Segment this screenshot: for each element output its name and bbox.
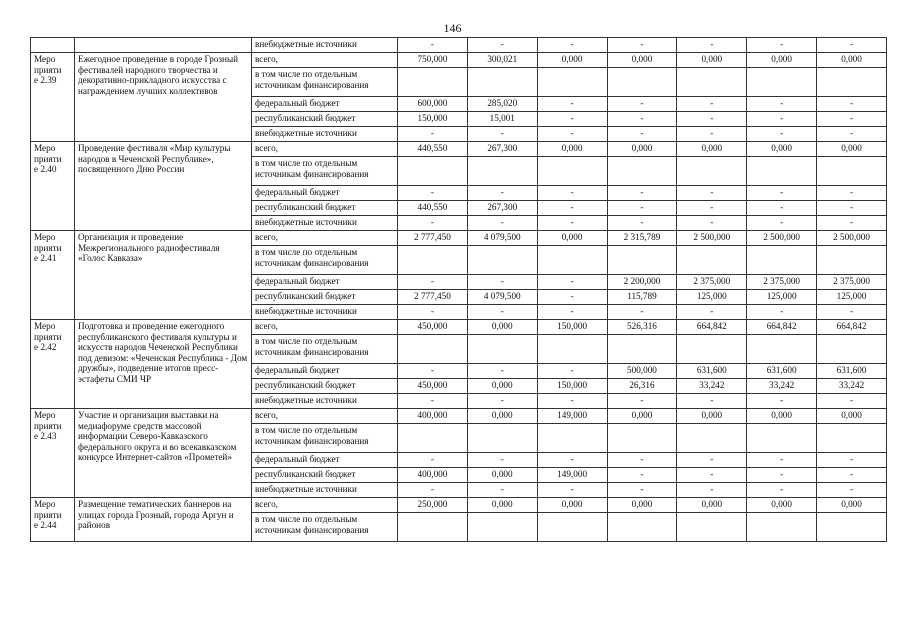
value-cell: - (747, 453, 817, 468)
value-cell: 149,000 (537, 468, 607, 483)
value-cell: - (398, 216, 468, 231)
funding-source: в том числе по отдельным источникам финансирования (252, 513, 398, 542)
measure-id (31, 142, 75, 231)
measure-id-line: е 2.41 (34, 253, 57, 264)
measure-id (31, 498, 75, 542)
measure-id-line: Меро (34, 321, 56, 331)
value-cell (677, 335, 747, 364)
value-cell: - (817, 127, 887, 142)
measure-id-line: прияти (34, 509, 62, 520)
value-cell (398, 513, 468, 542)
value-cell: - (398, 453, 468, 468)
value-cell: 0,000 (467, 409, 537, 424)
value-cell: 450,000 (398, 379, 468, 394)
value-cell (467, 424, 537, 453)
value-cell: - (747, 97, 817, 112)
value-cell: - (607, 453, 677, 468)
value-cell: - (537, 38, 607, 53)
value-cell: - (747, 186, 817, 201)
value-cell: - (677, 186, 747, 201)
value-cell (537, 246, 607, 275)
table-row-top (31, 38, 887, 53)
funding-source: всего, (252, 409, 398, 424)
value-cell (607, 424, 677, 453)
value-cell (607, 157, 677, 186)
value-cell: - (467, 38, 537, 53)
value-cell (537, 513, 607, 542)
value-cell (537, 335, 607, 364)
value-cell: 300,021 (467, 53, 537, 68)
value-cell (677, 68, 747, 97)
value-cell: - (537, 186, 607, 201)
measure-name: Ежегодное проведение в городе Грозный фестивалей народного творчества и декоративно-прикладного искусства с награждением лучших коллективов (75, 53, 252, 142)
value-cell: 2 375,000 (747, 275, 817, 290)
value-cell: 0,000 (537, 53, 607, 68)
value-cell: 125,000 (817, 290, 887, 305)
value-cell: 0,000 (817, 142, 887, 157)
table-row (31, 142, 887, 157)
value-cell: - (747, 112, 817, 127)
value-cell: 267,300 (467, 201, 537, 216)
funding-source: всего, (252, 498, 398, 513)
value-cell: 0,000 (467, 379, 537, 394)
value-cell: 440,550 (398, 142, 468, 157)
value-cell: - (677, 394, 747, 409)
value-cell (817, 513, 887, 542)
value-cell (398, 68, 468, 97)
value-cell: 2 500,000 (677, 231, 747, 246)
value-cell: - (817, 216, 887, 231)
value-cell: - (607, 186, 677, 201)
funding-table-body (31, 38, 887, 542)
measure-id-line: прияти (34, 153, 62, 164)
value-cell (677, 513, 747, 542)
value-cell: - (607, 38, 677, 53)
value-cell: 2 315,789 (607, 231, 677, 246)
value-cell: - (817, 394, 887, 409)
value-cell (817, 424, 887, 453)
value-cell (467, 157, 537, 186)
value-cell: - (607, 97, 677, 112)
value-cell (817, 157, 887, 186)
value-cell: 0,000 (747, 53, 817, 68)
value-cell: 33,242 (817, 379, 887, 394)
value-cell: 4 079,500 (467, 290, 537, 305)
value-cell: - (537, 290, 607, 305)
id-cell (31, 38, 75, 53)
value-cell: - (677, 127, 747, 142)
funding-source: всего, (252, 142, 398, 157)
value-cell: - (747, 305, 817, 320)
value-cell: - (817, 468, 887, 483)
value-cell: - (398, 364, 468, 379)
value-cell: 600,000 (398, 97, 468, 112)
value-cell: - (607, 216, 677, 231)
value-cell: - (747, 483, 817, 498)
value-cell: - (677, 305, 747, 320)
measure-id-line: прияти (34, 331, 62, 342)
value-cell: - (467, 364, 537, 379)
value-cell (398, 335, 468, 364)
value-cell (537, 424, 607, 453)
funding-source: в том числе по отдельным источникам финансирования (252, 335, 398, 364)
value-cell (467, 513, 537, 542)
value-cell: - (817, 186, 887, 201)
value-cell: 2 375,000 (817, 275, 887, 290)
measure-id-line: Меро (34, 232, 56, 242)
value-cell: 33,242 (747, 379, 817, 394)
value-cell (677, 246, 747, 275)
value-cell (817, 335, 887, 364)
value-cell: 4 079,500 (467, 231, 537, 246)
value-cell: 0,000 (537, 231, 607, 246)
value-cell: 26,316 (607, 379, 677, 394)
value-cell: 125,000 (677, 290, 747, 305)
value-cell: - (537, 364, 607, 379)
name-cell (75, 38, 252, 53)
value-cell (537, 157, 607, 186)
value-cell: - (398, 38, 468, 53)
value-cell: - (607, 305, 677, 320)
value-cell: - (537, 127, 607, 142)
value-cell: 0,000 (677, 142, 747, 157)
value-cell: 664,842 (817, 320, 887, 335)
value-cell: - (747, 394, 817, 409)
value-cell: 750,000 (398, 53, 468, 68)
funding-source: всего, (252, 320, 398, 335)
measure-name: Размещение тематических баннеров на улицах города Грозный, города Аргун и районов (75, 498, 252, 542)
value-cell: - (677, 38, 747, 53)
measure-id-line: Меро (34, 410, 56, 420)
value-cell: - (398, 275, 468, 290)
value-cell (398, 157, 468, 186)
value-cell: 2 777,450 (398, 290, 468, 305)
value-cell (467, 335, 537, 364)
measure-id-line: е 2.44 (34, 520, 57, 531)
value-cell (607, 513, 677, 542)
value-cell: - (747, 468, 817, 483)
value-cell: 400,000 (398, 409, 468, 424)
value-cell: - (467, 305, 537, 320)
value-cell: - (817, 483, 887, 498)
source-cell: внебюджетные источники (252, 38, 398, 53)
value-cell (747, 335, 817, 364)
table-row (31, 231, 887, 246)
value-cell: - (607, 127, 677, 142)
value-cell (747, 246, 817, 275)
value-cell (677, 424, 747, 453)
value-cell: 33,242 (677, 379, 747, 394)
value-cell: 0,000 (677, 409, 747, 424)
value-cell: - (537, 275, 607, 290)
table-row (31, 320, 887, 335)
value-cell: - (467, 275, 537, 290)
measure-id-line: Меро (34, 143, 56, 153)
value-cell: 631,600 (747, 364, 817, 379)
value-cell: - (467, 127, 537, 142)
value-cell: - (537, 112, 607, 127)
value-cell: 526,316 (607, 320, 677, 335)
funding-source: всего, (252, 53, 398, 68)
measure-id (31, 231, 75, 320)
value-cell: - (677, 453, 747, 468)
value-cell (467, 246, 537, 275)
value-cell: - (398, 483, 468, 498)
value-cell (747, 68, 817, 97)
value-cell: - (398, 186, 468, 201)
value-cell: - (677, 483, 747, 498)
measure-id (31, 320, 75, 409)
funding-source: внебюджетные источники (252, 127, 398, 142)
value-cell: - (677, 97, 747, 112)
value-cell: - (467, 186, 537, 201)
value-cell: 0,000 (607, 409, 677, 424)
funding-source: в том числе по отдельным источникам финансирования (252, 246, 398, 275)
measure-id-line: прияти (34, 64, 62, 75)
value-cell: 400,000 (398, 468, 468, 483)
value-cell: 664,842 (677, 320, 747, 335)
value-cell: 149,000 (537, 409, 607, 424)
value-cell: - (398, 305, 468, 320)
funding-source: федеральный бюджет (252, 364, 398, 379)
funding-source: федеральный бюджет (252, 275, 398, 290)
table-row (31, 409, 887, 424)
value-cell: 664,842 (747, 320, 817, 335)
value-cell: - (677, 112, 747, 127)
measure-id-line: е 2.43 (34, 431, 57, 442)
value-cell: 500,000 (607, 364, 677, 379)
value-cell (677, 157, 747, 186)
funding-source: внебюджетные источники (252, 394, 398, 409)
value-cell: - (817, 38, 887, 53)
value-cell: 150,000 (398, 112, 468, 127)
value-cell: 250,000 (398, 498, 468, 513)
funding-source: федеральный бюджет (252, 453, 398, 468)
value-cell: 267,300 (467, 142, 537, 157)
value-cell: 2 777,450 (398, 231, 468, 246)
value-cell: - (677, 201, 747, 216)
value-cell: 15,001 (467, 112, 537, 127)
measure-id (31, 409, 75, 498)
value-cell: - (677, 216, 747, 231)
value-cell: 150,000 (537, 379, 607, 394)
value-cell: 285,020 (467, 97, 537, 112)
value-cell: 0,000 (607, 498, 677, 513)
value-cell: - (747, 216, 817, 231)
funding-table (30, 37, 887, 542)
value-cell (398, 424, 468, 453)
value-cell (607, 335, 677, 364)
value-cell (817, 68, 887, 97)
value-cell: - (607, 201, 677, 216)
value-cell: - (537, 216, 607, 231)
measure-id-line: прияти (34, 420, 62, 431)
funding-source: в том числе по отдельным источникам финансирования (252, 424, 398, 453)
value-cell (607, 246, 677, 275)
measure-id (31, 53, 75, 142)
funding-source: в том числе по отдельным источникам финансирования (252, 68, 398, 97)
value-cell: 440,550 (398, 201, 468, 216)
value-cell: - (607, 112, 677, 127)
value-cell: 631,600 (677, 364, 747, 379)
value-cell: - (607, 483, 677, 498)
value-cell: 0,000 (467, 320, 537, 335)
value-cell: - (467, 216, 537, 231)
funding-source: внебюджетные источники (252, 216, 398, 231)
value-cell: 2 500,000 (817, 231, 887, 246)
measure-name: Участие и организация выставки на медиафоруме средств массовой информации Северо-Кавказского федерального округа и во всекавказском конкурсе Интернет-сайтов «Прометей» (75, 409, 252, 498)
value-cell: - (537, 97, 607, 112)
measure-id-line: Меро (34, 54, 56, 64)
value-cell: - (537, 394, 607, 409)
measure-name: Организация и проведение Межрегионального радиофестиваля «Голос Кавказа» (75, 231, 252, 320)
value-cell (747, 513, 817, 542)
value-cell: - (537, 453, 607, 468)
value-cell: - (467, 394, 537, 409)
table-row (31, 498, 887, 513)
value-cell: - (467, 453, 537, 468)
value-cell: 0,000 (747, 498, 817, 513)
value-cell: 125,000 (747, 290, 817, 305)
table-row (31, 53, 887, 68)
value-cell: 0,000 (607, 142, 677, 157)
value-cell: 2 375,000 (677, 275, 747, 290)
funding-source: всего, (252, 231, 398, 246)
value-cell: - (817, 453, 887, 468)
value-cell: - (677, 468, 747, 483)
value-cell (747, 157, 817, 186)
value-cell (747, 424, 817, 453)
value-cell: 450,000 (398, 320, 468, 335)
value-cell: - (817, 112, 887, 127)
value-cell: 631,600 (817, 364, 887, 379)
funding-source: республиканский бюджет (252, 468, 398, 483)
funding-source: республиканский бюджет (252, 201, 398, 216)
measure-id-line: Меро (34, 499, 56, 509)
value-cell (467, 68, 537, 97)
value-cell: 0,000 (747, 409, 817, 424)
value-cell: 2 500,000 (747, 231, 817, 246)
value-cell: - (607, 468, 677, 483)
value-cell: 0,000 (537, 498, 607, 513)
value-cell: - (817, 305, 887, 320)
value-cell: 0,000 (607, 53, 677, 68)
value-cell (607, 68, 677, 97)
funding-source: федеральный бюджет (252, 186, 398, 201)
value-cell: - (537, 305, 607, 320)
value-cell: 0,000 (817, 53, 887, 68)
value-cell: - (747, 38, 817, 53)
funding-source: федеральный бюджет (252, 97, 398, 112)
value-cell: 0,000 (467, 468, 537, 483)
value-cell: - (817, 201, 887, 216)
measure-id-line: е 2.39 (34, 75, 57, 86)
measure-id-line: е 2.42 (34, 342, 57, 353)
measure-name: Проведение фестиваля «Мир культуры народов в Чеченской Республике», посвященного Дню России (75, 142, 252, 231)
value-cell: - (747, 127, 817, 142)
value-cell (398, 246, 468, 275)
funding-source: внебюджетные источники (252, 483, 398, 498)
funding-source: в том числе по отдельным источникам финансирования (252, 157, 398, 186)
value-cell (817, 246, 887, 275)
value-cell: - (398, 127, 468, 142)
page-number: 146 (443, 21, 462, 35)
funding-source: республиканский бюджет (252, 379, 398, 394)
value-cell: 2 200,000 (607, 275, 677, 290)
value-cell: 0,000 (677, 498, 747, 513)
value-cell: 0,000 (817, 498, 887, 513)
value-cell: - (467, 483, 537, 498)
measure-id-line: прияти (34, 242, 62, 253)
value-cell: 0,000 (677, 53, 747, 68)
value-cell: - (537, 483, 607, 498)
value-cell: - (607, 394, 677, 409)
value-cell: - (817, 97, 887, 112)
measure-name: Подготовка и проведение ежегодного республиканского фестиваля культуры и искусств народов Чеченской Республики под девизом: «Чеченская Республика - Дом дружбы», подведение итогов пресс-эстафеты СМИ ЧР (75, 320, 252, 409)
value-cell: 115,789 (607, 290, 677, 305)
value-cell: 0,000 (747, 142, 817, 157)
value-cell: - (747, 201, 817, 216)
funding-source: республиканский бюджет (252, 290, 398, 305)
value-cell: 150,000 (537, 320, 607, 335)
value-cell: 0,000 (537, 142, 607, 157)
value-cell: 0,000 (817, 409, 887, 424)
funding-source: внебюджетные источники (252, 305, 398, 320)
funding-source: республиканский бюджет (252, 112, 398, 127)
value-cell: 0,000 (467, 498, 537, 513)
value-cell: - (537, 201, 607, 216)
measure-id-line: е 2.40 (34, 164, 57, 175)
value-cell (537, 68, 607, 97)
value-cell: - (398, 394, 468, 409)
